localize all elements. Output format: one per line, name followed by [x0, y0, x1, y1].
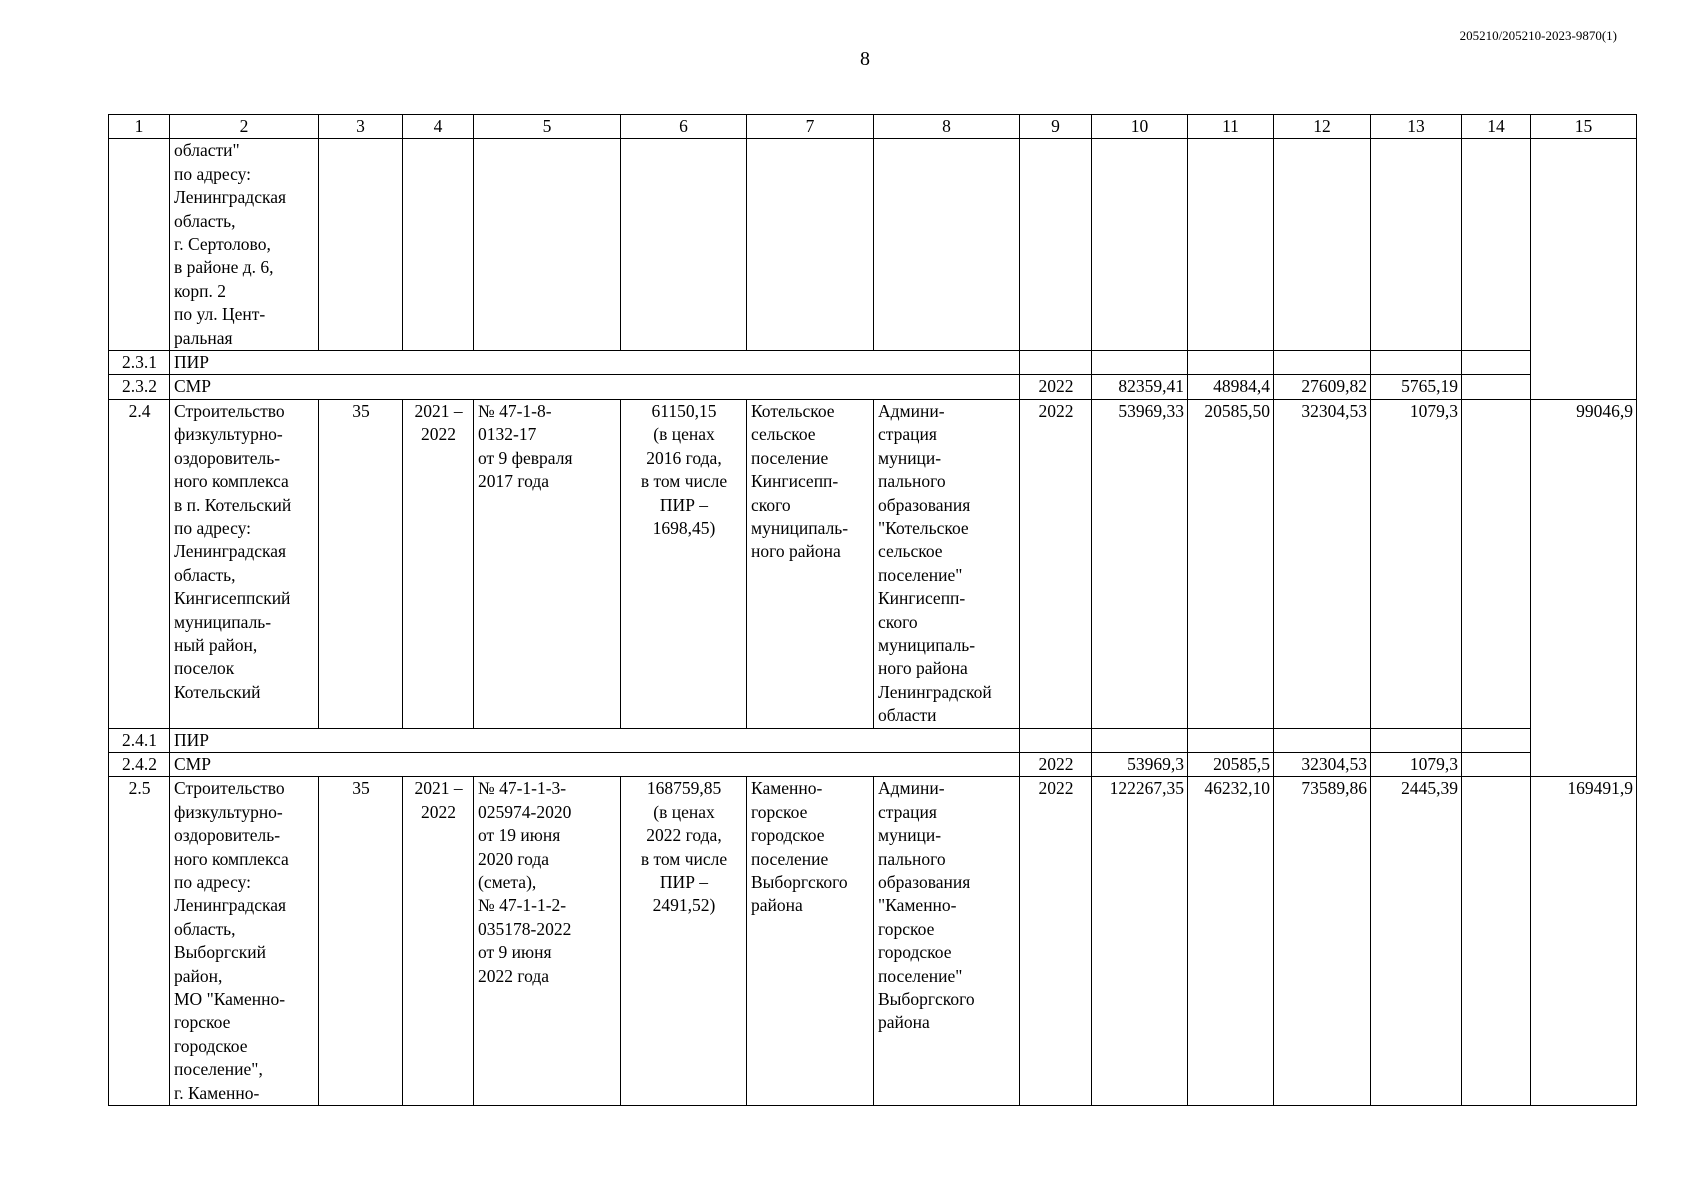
stage-label: СМР [170, 752, 1020, 776]
total-cell [1531, 139, 1637, 399]
column-header: 12 [1274, 115, 1371, 139]
row-number: 2.4.1 [109, 728, 170, 752]
stage-label: ПИР [170, 351, 1020, 375]
column-header: 2 [170, 115, 319, 139]
table-row [109, 728, 1637, 752]
column-header: 8 [874, 115, 1020, 139]
value-cell: 20585,50 [1188, 399, 1274, 728]
row-number: 2.3.1 [109, 351, 170, 375]
column-header: 3 [319, 115, 403, 139]
column-header: 6 [621, 115, 747, 139]
municipality-cell: Каменно- горское городское поселение Выборгского района [747, 777, 874, 1106]
value-cell: 53969,33 [1092, 399, 1188, 728]
cost-cell: 168759,85 (в ценах 2022 года, в том числе ПИР – 2491,52) [621, 777, 747, 1106]
table-row [109, 351, 1637, 375]
value-cell: 122267,35 [1092, 777, 1188, 1106]
column-header: 7 [747, 115, 874, 139]
column-header: 9 [1020, 115, 1092, 139]
value-cell: 32304,53 [1274, 752, 1371, 776]
value-cell: 5765,19 [1371, 375, 1462, 399]
table-row [109, 139, 1637, 351]
column-header: 13 [1371, 115, 1462, 139]
customer-cell: Админи- страция муници- пального образования "Каменно- горское городское поселение" Выборгского района [874, 777, 1020, 1106]
value-cell: 2445,39 [1371, 777, 1462, 1106]
column-header: 10 [1092, 115, 1188, 139]
value-cell: 27609,82 [1274, 375, 1371, 399]
column-header: 11 [1188, 115, 1274, 139]
row-number: 2.5 [109, 777, 170, 1106]
value-cell: 32304,53 [1274, 399, 1371, 728]
value-cell: 53969,3 [1092, 752, 1188, 776]
row-number: 2.4 [109, 399, 170, 728]
value-cell: 73589,86 [1274, 777, 1371, 1106]
value-cell: 82359,41 [1092, 375, 1188, 399]
column-number-row [109, 115, 1637, 139]
column-header: 15 [1531, 115, 1637, 139]
table-row [109, 752, 1637, 776]
expertise-cell: № 47-1-1-3- 025974-2020 от 19 июня 2020 года (смета), № 47-1-1-2- 035178-2022 от 9 июня 2022 года [474, 777, 621, 1106]
period-cell: 2021 – 2022 [403, 777, 474, 1106]
column-header: 4 [403, 115, 474, 139]
year-cell: 2022 [1020, 777, 1092, 1106]
value-cell: 46232,10 [1188, 777, 1274, 1106]
total-cell: 169491,9 [1531, 777, 1637, 1106]
value-cell: 20585,5 [1188, 752, 1274, 776]
stage-label: ПИР [170, 728, 1020, 752]
year-cell: 2022 [1020, 752, 1092, 776]
cost-cell: 61150,15 (в ценах 2016 года, в том числе ПИР – 1698,45) [621, 399, 747, 728]
object-name: Строительство физкультурно- оздоровитель- ного комплекса в п. Котельский по адресу: Ленинградская область, Кингисеппский муниципаль- ный район, поселок Котельский [170, 399, 319, 728]
period-cell: 2021 – 2022 [403, 399, 474, 728]
capacity-cell: 35 [319, 777, 403, 1106]
object-name: Строительство физкультурно- оздоровитель- ного комплекса по адресу: Ленинградская область, Выборгский район, МО "Каменно- горское городское поселение", г. Каменно- [170, 777, 319, 1106]
row-number: 2.4.2 [109, 752, 170, 776]
document-id: 205210/205210-2023-9870(1) [1459, 28, 1617, 43]
column-header: 1 [109, 115, 170, 139]
table-row [109, 399, 1637, 728]
year-cell: 2022 [1020, 399, 1092, 728]
year-cell: 2022 [1020, 375, 1092, 399]
expertise-cell: № 47-1-8- 0132-17 от 9 февраля 2017 года [474, 399, 621, 728]
table-row [109, 375, 1637, 399]
object-name: области" по адресу: Ленинградская область, г. Сертолово, в районе д. 6, корп. 2 по ул. Цент- ральная [170, 139, 319, 351]
row-number [109, 139, 170, 351]
customer-cell: Админи- страция муници- пального образования "Котельское сельское поселение" Кингисепп- ского муниципаль- ного района Ленинградской области [874, 399, 1020, 728]
total-cell: 99046,9 [1531, 399, 1637, 777]
capacity-cell: 35 [319, 399, 403, 728]
page-number: 8 [860, 48, 870, 70]
municipality-cell: Котельское сельское поселение Кингисепп- ского муниципаль- ного района [747, 399, 874, 728]
column-header: 14 [1462, 115, 1531, 139]
investment-table [108, 114, 1637, 1106]
table-row [109, 777, 1637, 1106]
value-cell: 1079,3 [1371, 752, 1462, 776]
value-cell: 48984,4 [1188, 375, 1274, 399]
row-number: 2.3.2 [109, 375, 170, 399]
stage-label: СМР [170, 375, 1020, 399]
column-header: 5 [474, 115, 621, 139]
value-cell: 1079,3 [1371, 399, 1462, 728]
